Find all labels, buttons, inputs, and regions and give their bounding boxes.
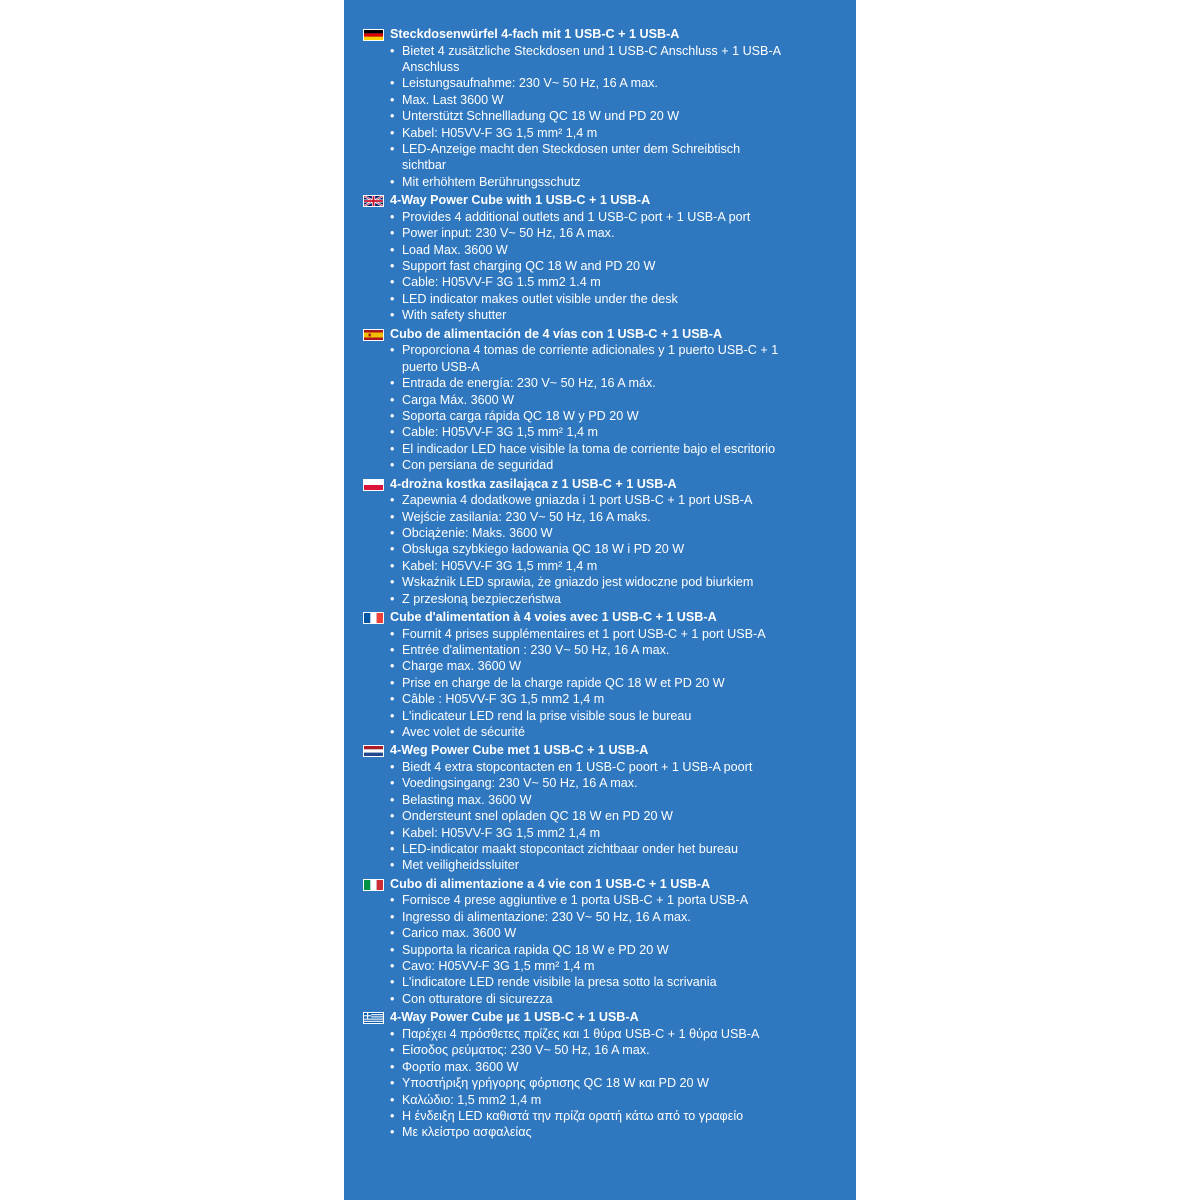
feature-list [390,626,842,741]
list-item: • Entrée d'alimentation : 230 V~ 50 Hz, 16 A max. [390,642,782,658]
list-item: • Provides 4 additional outlets and 1 USB-C port + 1 USB-A port [390,209,782,225]
section-heading [390,192,842,209]
list-item: • Con otturatore di sicurezza [390,991,782,1007]
list-item: • L'indicateur LED rend la prise visible sous le bureau [390,708,782,724]
list-item: • Power input: 230 V~ 50 Hz, 16 A max. [390,225,782,241]
france-flag-icon [363,612,384,624]
section-spanish [390,326,842,474]
list-item: • Bietet 4 zusätzliche Steckdosen und 1 USB-C Anschluss + 1 USB-A Anschluss [390,43,782,76]
feature-list [390,342,842,473]
list-item: • Unterstützt Schnellladung QC 18 W und PD 20 W [390,108,782,124]
list-item: • Wejście zasilania: 230 V~ 50 Hz, 16 A maks. [390,509,782,525]
section-title: Cubo di alimentazione a 4 vie con 1 USB-C + 1 USB-A [390,876,711,891]
list-item: • L'indicatore LED rende visibile la presa sotto la scrivania [390,974,782,990]
list-item: • Φορτίο max. 3600 W [390,1059,782,1075]
list-item: • With safety shutter [390,307,782,323]
spain-flag-icon [363,329,384,341]
list-item: • Biedt 4 extra stopcontacten en 1 USB-C poort + 1 USB-A poort [390,759,782,775]
section-german [390,26,842,190]
germany-flag-icon [363,29,384,41]
list-item: • Obsługa szybkiego ładowania QC 18 W i PD 20 W [390,541,782,557]
list-item: • Leistungsaufnahme: 230 V~ 50 Hz, 16 A max. [390,75,782,91]
list-item: • Charge max. 3600 W [390,658,782,674]
section-heading [390,609,842,626]
list-item: • El indicador LED hace visible la toma de corriente bajo el escritorio [390,441,782,457]
list-item: • Kabel: H05VV-F 3G 1,5 mm² 1,4 m [390,558,782,574]
uk-flag-icon [363,195,384,207]
feature-list [390,759,842,874]
list-item: • Support fast charging QC 18 W and PD 20 W [390,258,782,274]
section-title: Steckdosenwürfel 4-fach mit 1 USB-C + 1 USB-A [390,27,680,41]
section-title: Cube d'alimentation à 4 voies avec 1 USB-C + 1 USB-A [390,609,717,624]
section-heading [390,26,842,43]
list-item: • Carico max. 3600 W [390,925,782,941]
list-item: • LED indicator makes outlet visible under the desk [390,291,782,307]
list-item: • Fournit 4 prises supplémentaires et 1 port USB-C + 1 port USB-A [390,626,782,642]
list-item: • Mit erhöhtem Berührungsschutz [390,174,782,190]
list-item: • Kabel: H05VV-F 3G 1,5 mm² 1,4 m [390,125,782,141]
section-french [390,609,842,740]
section-title: 4-Weg Power Cube met 1 USB-C + 1 USB-A [390,743,649,758]
list-item: • Cable: H05VV-F 3G 1.5 mm2 1.4 m [390,274,782,290]
list-item: • Wskaźnik LED sprawia, że gniazdo jest widoczne pod biurkiem [390,574,782,590]
list-item: • Η ένδειξη LED καθιστά την πρίζα ορατή κάτω από το γραφείο [390,1108,782,1124]
section-title: 4-drożna kostka zasilająca z 1 USB-C + 1 USB-A [390,476,677,491]
list-item: • LED-indicator maakt stopcontact zichtbaar onder het bureau [390,841,782,857]
list-item: • Zapewnia 4 dodatkowe gniazda i 1 port USB-C + 1 port USB-A [390,492,782,508]
list-item: • Voedingsingang: 230 V~ 50 Hz, 16 A max. [390,775,782,791]
feature-list [390,1026,842,1141]
list-item: • LED-Anzeige macht den Steckdosen unter dem Schreibtisch sichtbar [390,141,782,174]
list-item: • Z przesłoną bezpieczeństwa [390,591,782,607]
section-polish [390,476,842,607]
section-english [390,192,842,323]
section-title: 4-Way Power Cube with 1 USB-C + 1 USB-A [390,193,651,208]
feature-list [390,892,842,1007]
list-item: • Cable: H05VV-F 3G 1,5 mm² 1,4 m [390,424,782,440]
list-item: • Carga Máx. 3600 W [390,392,782,408]
list-item: • Avec volet de sécurité [390,724,782,740]
list-item: • Kabel: H05VV-F 3G 1,5 mm2 1,4 m [390,825,782,841]
list-item: • Ingresso di alimentazione: 230 V~ 50 Hz, 16 A max. [390,909,782,925]
feature-list [390,209,842,324]
section-greek [390,1009,842,1140]
section-heading [390,476,842,493]
list-item: • Παρέχει 4 πρόσθετες πρίζες και 1 θύρα USB-C + 1 θύρα USB-A [390,1026,782,1042]
poland-flag-icon [363,479,384,491]
list-item: • Load Max. 3600 W [390,242,782,258]
list-item: • Con persiana de seguridad [390,457,782,473]
list-item: • Prise en charge de la charge rapide QC 18 W et PD 20 W [390,675,782,691]
list-item: • Max. Last 3600 W [390,92,782,108]
feature-list [390,492,842,607]
section-title: Cubo de alimentación de 4 vías con 1 USB-C + 1 USB-A [390,326,723,341]
list-item: • Με κλείστρο ασφαλείας [390,1124,782,1140]
product-info-panel [344,0,856,1200]
list-item: • Proporciona 4 tomas de corriente adicionales y 1 puerto USB-C + 1 puerto USB-A [390,342,782,375]
list-item: • Είσοδος ρεύματος: 230 V~ 50 Hz, 16 A max. [390,1042,782,1058]
list-item: • Soporta carga rápida QC 18 W y PD 20 W [390,408,782,424]
list-item: • Belasting max. 3600 W [390,792,782,808]
section-italian [390,876,842,1007]
section-heading [390,876,842,893]
netherlands-flag-icon [363,745,384,757]
list-item: • Obciążenie: Maks. 3600 W [390,525,782,541]
list-item: • Ondersteunt snel opladen QC 18 W en PD 20 W [390,808,782,824]
italy-flag-icon [363,879,384,891]
section-title: 4-Way Power Cube με 1 USB-C + 1 USB-A [390,1010,639,1025]
section-heading [390,326,842,343]
list-item: • Cavo: H05VV-F 3G 1,5 mm² 1,4 m [390,958,782,974]
list-item: • Câble : H05VV-F 3G 1,5 mm2 1,4 m [390,691,782,707]
feature-list [390,43,842,191]
list-item: • Supporta la ricarica rapida QC 18 W e PD 20 W [390,942,782,958]
list-item: • Υποστήριξη γρήγορης φόρτισης QC 18 W και PD 20 W [390,1075,782,1091]
section-heading [390,742,842,759]
section-dutch [390,742,842,873]
list-item: • Met veiligheidssluiter [390,857,782,873]
list-item: • Καλώδιο: 1,5 mm2 1,4 m [390,1092,782,1108]
greece-flag-icon [363,1012,384,1024]
list-item: • Fornisce 4 prese aggiuntive e 1 porta USB-C + 1 porta USB-A [390,892,782,908]
list-item: • Entrada de energía: 230 V~ 50 Hz, 16 A máx. [390,375,782,391]
section-heading [390,1009,842,1026]
